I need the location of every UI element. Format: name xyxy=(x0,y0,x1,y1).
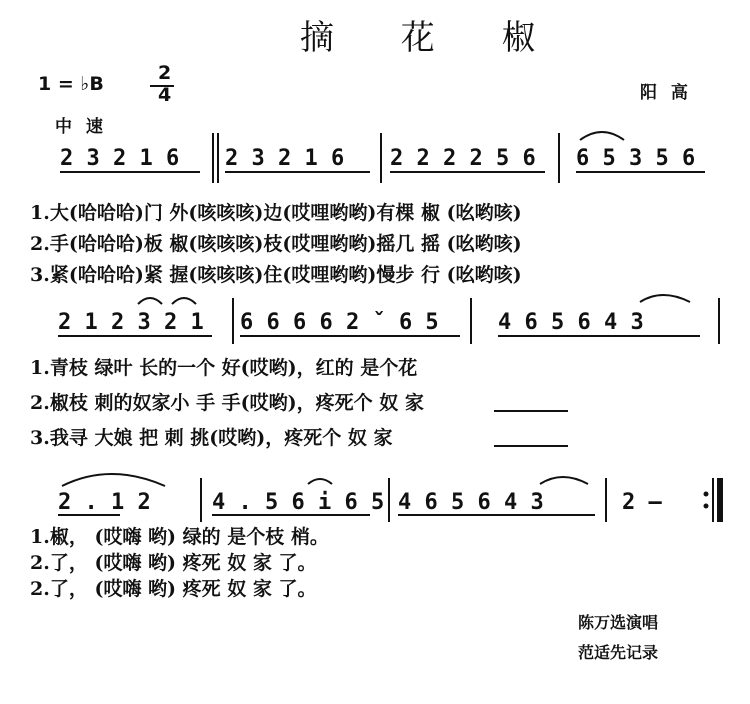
system1-measure3: 2 2 2 2 5 6 xyxy=(390,146,536,171)
system3-measure3: 4 6 5 6 4 3 xyxy=(398,490,544,515)
system3-lyric-verse3: 2.了， (哎嗨 哟) 疼死 奴 家 了。 xyxy=(30,578,317,600)
slur-mark xyxy=(640,295,690,302)
system2-measure3: 4 6 5 6 4 3 xyxy=(498,310,644,335)
time-signature-top: 2 xyxy=(158,62,172,84)
slur-mark xyxy=(62,474,165,486)
key-signature: 1 = ♭B xyxy=(38,73,104,95)
song-title: 摘 花 椒 xyxy=(300,18,564,58)
system1-measure1: 2 3 2 1 6 xyxy=(60,146,180,171)
system3-lyric-verse2: 2.了， (哎嗨 哟) 疼死 奴 家 了。 xyxy=(30,552,317,574)
system2-lyric-verse1: 1.青枝 绿叶 长的一个 好(哎哟)，红的 是个花 xyxy=(30,357,418,379)
recorder-credit: 范适先记录 xyxy=(578,643,659,662)
system1-measure4: 6 5 3 5 6 xyxy=(576,146,696,171)
tempo-marking: 中 速 xyxy=(55,117,107,137)
slur-mark xyxy=(540,477,588,484)
system1-lyric-verse2: 2.手(哈哈哈)板 椒(咳咳咳)枝(哎哩哟哟)摇几 摇 (吆哟咳) xyxy=(30,233,522,255)
system1-measure2: 2 3 2 1 6 xyxy=(225,146,345,171)
slur-mark xyxy=(172,298,196,304)
repeat-dot xyxy=(704,492,709,497)
system2-measure1: 2 1 2 3 2 1 xyxy=(58,310,204,335)
system3-lyric-verse1: 1.椒， (哎嗨 哟) 绿的 是个枝 梢。 xyxy=(30,526,329,548)
system2-lyric-verse2: 2.椒枝 刺的奴家小 手 手(哎哟)，疼死个 奴 家 xyxy=(30,392,424,414)
repeat-dot xyxy=(704,504,709,509)
slur-mark xyxy=(138,298,162,304)
system1-lyric-verse3: 3.紧(哈哈哈)紧 握(咳咳咳)住(哎哩哟哟)慢步 行 (吆哟咳) xyxy=(30,264,522,286)
system3-measure1: 2 . 1 2 xyxy=(58,490,151,515)
singer-credit: 陈万选演唱 xyxy=(578,613,659,632)
system2-measure2: 6 6 6 6 2 ˇ 6 5 xyxy=(240,310,439,335)
region-label: 阳 高 xyxy=(640,83,692,103)
system1-lyric-verse1: 1.大(哈哈哈)门 外(咳咳咳)边(哎哩哟哟)有棵 椒 (吆哟咳) xyxy=(30,202,522,224)
slur-mark xyxy=(580,132,624,140)
system3-measure4: 2 — xyxy=(622,490,662,515)
slur-mark xyxy=(308,479,332,484)
time-signature-bottom: 4 xyxy=(158,84,172,106)
system2-lyric-verse3: 3.我寻 大娘 把 刺 挑(哎哟)，疼死个 奴 家 xyxy=(30,427,393,449)
system3-measure2: 4 . 5 6 i 6 5 xyxy=(212,490,385,515)
